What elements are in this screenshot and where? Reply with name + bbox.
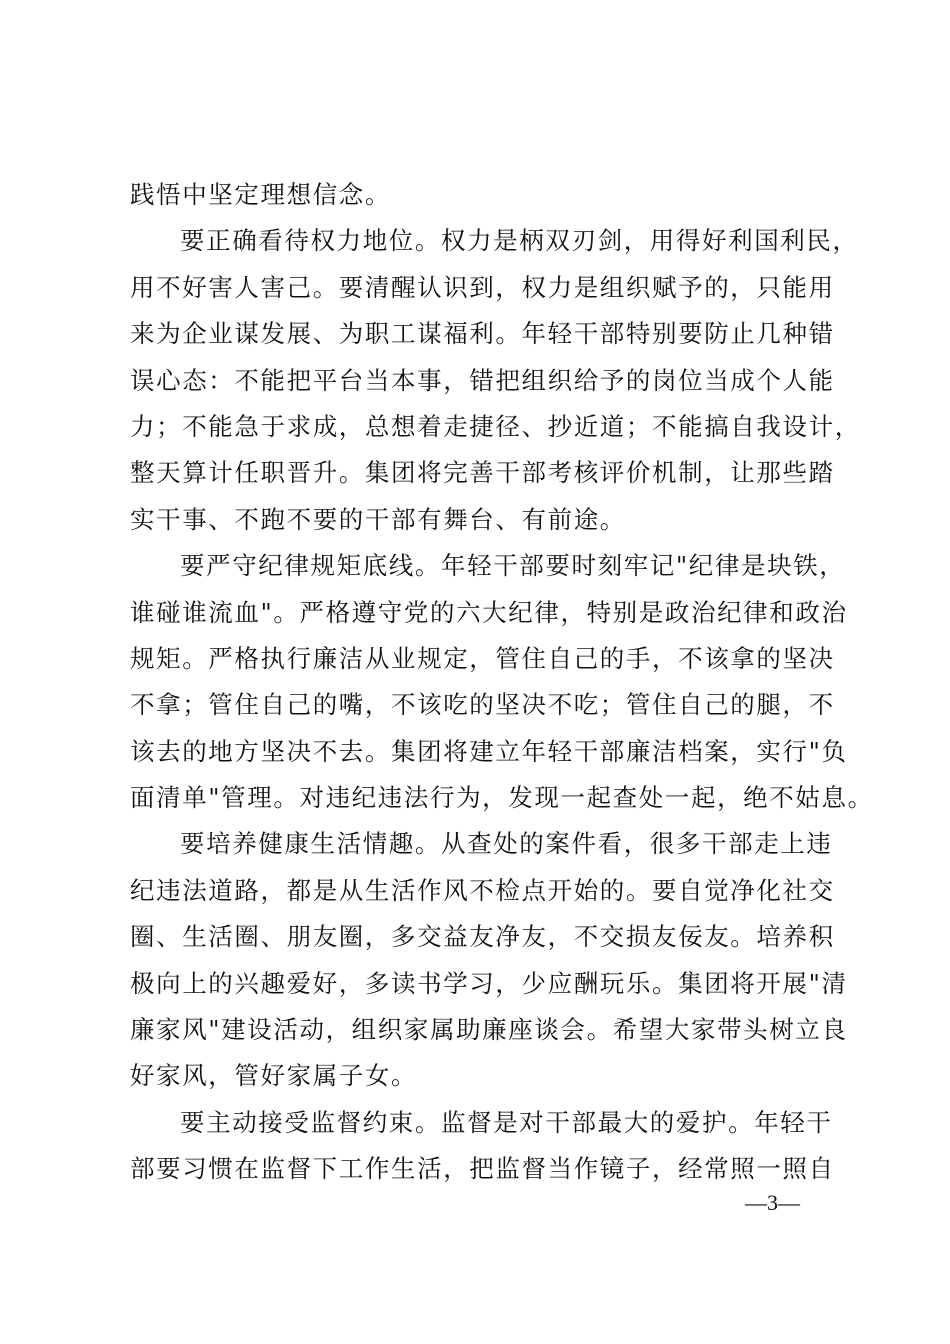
text-line: 误心态：不能把平台当本事，错把组织给予的岗位当成个人能: [130, 365, 835, 395]
text-line: 面清单"管理。对违纪违法行为，发现一起查处一起，绝不姑息。: [130, 783, 874, 813]
text-line: 用不好害人害己。要清醒认识到，权力是组织赋予的，只能用: [130, 272, 835, 302]
text-line: 极向上的兴趣爱好，多读书学习，少应酬玩乐。集团将开展"清: [130, 968, 848, 998]
text-line: 谁碰谁流血"。严格遵守党的六大纪律，特别是政治纪律和政治: [130, 597, 848, 627]
text-line: 力；不能急于求成，总想着走捷径、抄近道；不能搞自我设计，: [130, 411, 861, 441]
page-number: —3—: [745, 1190, 800, 1215]
text-line: 圈、生活圈、朋友圈，多交益友净友，不交损友佞友。培养积: [130, 922, 835, 952]
text-line: 好家风，管好家属子女。: [130, 1061, 418, 1091]
text-line: 实干事、不跑不要的干部有舞台、有前途。: [130, 504, 626, 534]
text-line: 规矩。严格执行廉洁从业规定，管住自己的手，不该拿的坚决: [130, 643, 835, 673]
text-line: 要正确看待权力地位。权力是柄双刃剑，用得好利国利民，: [180, 226, 859, 256]
paragraph-4: [130, 821, 848, 1099]
paragraph-2: [130, 218, 861, 543]
text-line: 纪违法道路，都是从生活作风不检点开始的。要自觉净化社交: [130, 875, 835, 905]
text-line: 不拿；管住自己的嘴，不该吃的坚决不吃；管住自己的腿，不: [130, 690, 835, 720]
text-line: 部要习惯在监督下工作生活，把监督当作镜子，经常照一照自: [130, 1154, 835, 1184]
paragraph-5: [130, 1100, 835, 1193]
text-line: 践悟中坚定理想信念。: [130, 180, 391, 209]
paragraph-1: [130, 172, 830, 218]
text-line: 要主动接受监督约束。监督是对干部最大的爱护。年轻干: [180, 1107, 833, 1137]
text-line: 整天算计任职晋升。集团将完善干部考核评价机制，让那些踏: [130, 458, 835, 488]
text-line: 该去的地方坚决不去。集团将建立年轻干部廉洁档案，实行"负: [130, 736, 848, 766]
document-body: [130, 172, 874, 1193]
text-line: 廉家风"建设活动，组织家属助廉座谈会。希望大家带头树立良: [130, 1015, 848, 1045]
paragraph-3: [130, 543, 874, 821]
text-line: 要严守纪律规矩底线。年轻干部要时刻牢记"纪律是块铁，: [180, 551, 846, 581]
text-line: 要培养健康生活情趣。从查处的案件看，很多干部走上违: [180, 829, 833, 859]
text-line: 来为企业谋发展、为职工谋福利。年轻干部特别要防止几种错: [130, 319, 835, 349]
